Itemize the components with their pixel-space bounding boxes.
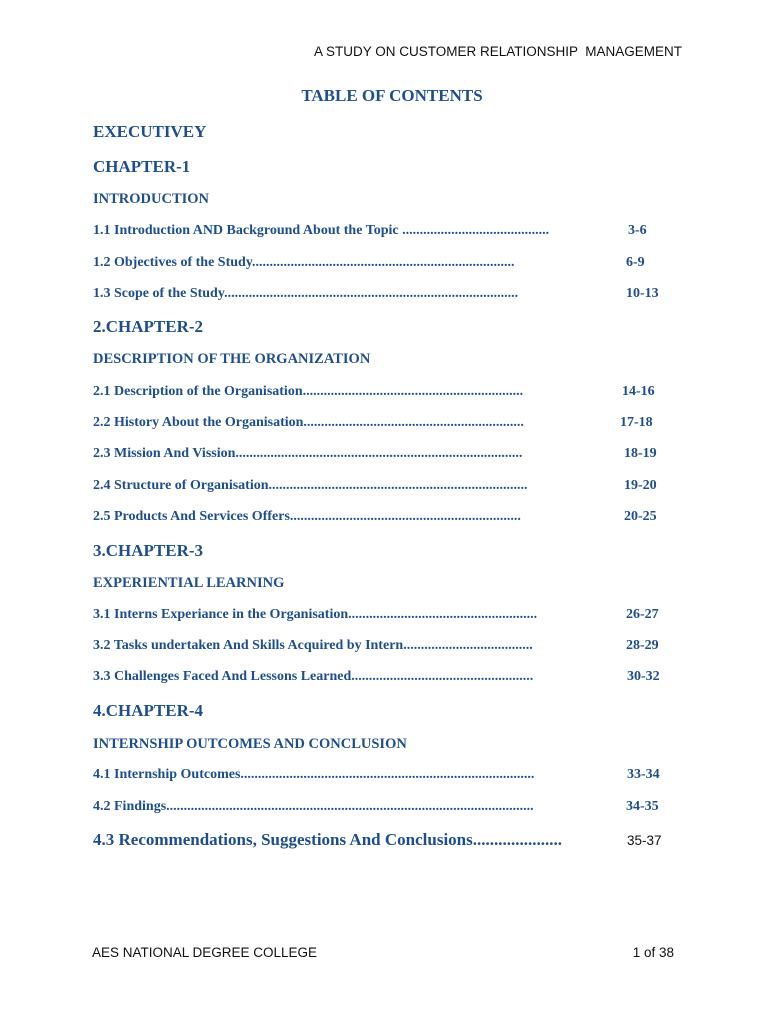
chapter-4-heading: 4.CHAPTER-4 [93, 701, 204, 720]
toc-page-2-1: 14-16 [622, 384, 655, 399]
chapter-1-section: INTRODUCTION [93, 191, 210, 207]
toc-page-2-2: 17-18 [620, 415, 653, 430]
chapter-3-section: EXPERIENTIAL LEARNING [93, 575, 285, 591]
footer-college: AES NATIONAL DEGREE COLLEGE [92, 945, 318, 960]
chapter-2-section: DESCRIPTION OF THE ORGANIZATION [93, 351, 371, 367]
footer-page-number: 1 of 38 [632, 945, 674, 960]
toc-entry-2-5[interactable]: 2.5 Products And Services Offers.................................................................. [93, 509, 521, 524]
toc-page-1-1: 3-6 [628, 223, 647, 238]
toc-page-4-1: 33-34 [627, 767, 660, 782]
chapter-1-heading: CHAPTER-1 [93, 157, 191, 176]
toc-entry-2-2[interactable]: 2.2 History About the Organisation............................................................... [93, 415, 524, 430]
toc-page-2-5: 20-25 [624, 509, 657, 524]
toc-entry-4-1[interactable]: 4.1 Internship Outcomes.................................................................................... [93, 767, 535, 782]
toc-entry-2-3[interactable]: 2.3 Mission And Vission.................................................................................. [93, 446, 523, 461]
toc-page-3-1: 26-27 [626, 607, 659, 622]
toc-entry-3-1[interactable]: 3.1 Interns Experiance in the Organisation...................................................... [93, 607, 538, 622]
executive-heading: EXECUTIVEY [93, 122, 207, 141]
toc-page-4-3: 35-37 [627, 833, 662, 848]
toc-page-3-3: 30-32 [627, 669, 660, 684]
toc-entry-1-3[interactable]: 1.3 Scope of the Study.................................................................................... [93, 286, 519, 301]
toc-entry-2-4[interactable]: 2.4 Structure of Organisation.......................................................................... [93, 478, 528, 493]
chapter-4-section: INTERNSHIP OUTCOMES AND CONCLUSION [93, 736, 407, 752]
toc-page-1-2: 6-9 [626, 255, 645, 270]
chapter-2-heading: 2.CHAPTER-2 [93, 317, 204, 336]
toc-entry-2-1[interactable]: 2.1 Description of the Organisation............................................................... [93, 384, 524, 399]
chapter-3-heading: 3.CHAPTER-3 [93, 541, 204, 560]
toc-entry-3-2[interactable]: 3.2 Tasks undertaken And Skills Acquired by Intern..................................... [93, 638, 533, 653]
toc-page-2-4: 19-20 [624, 478, 657, 493]
toc-entry-4-3[interactable]: 4.3 Recommendations, Suggestions And Conclusions..................... [93, 830, 562, 849]
toc-page-4-2: 34-35 [626, 799, 659, 814]
toc-page-1-3: 10-13 [626, 286, 659, 301]
toc-page-3-2: 28-29 [626, 638, 659, 653]
toc-entry-4-2[interactable]: 4.2 Findings......................................................................................................... [93, 799, 534, 814]
toc-entry-1-2[interactable]: 1.2 Objectives of the Study........................................................................... [93, 255, 515, 270]
toc-title: TABLE OF CONTENTS [301, 86, 483, 105]
toc-entry-3-3[interactable]: 3.3 Challenges Faced And Lessons Learned.................................................... [93, 669, 534, 684]
running-header: A STUDY ON CUSTOMER RELATIONSHIP MANAGEMENT [313, 44, 682, 59]
toc-entry-1-1[interactable]: 1.1 Introduction AND Background About the Topic .......................................... [93, 223, 550, 238]
toc-page-2-3: 18-19 [624, 446, 657, 461]
